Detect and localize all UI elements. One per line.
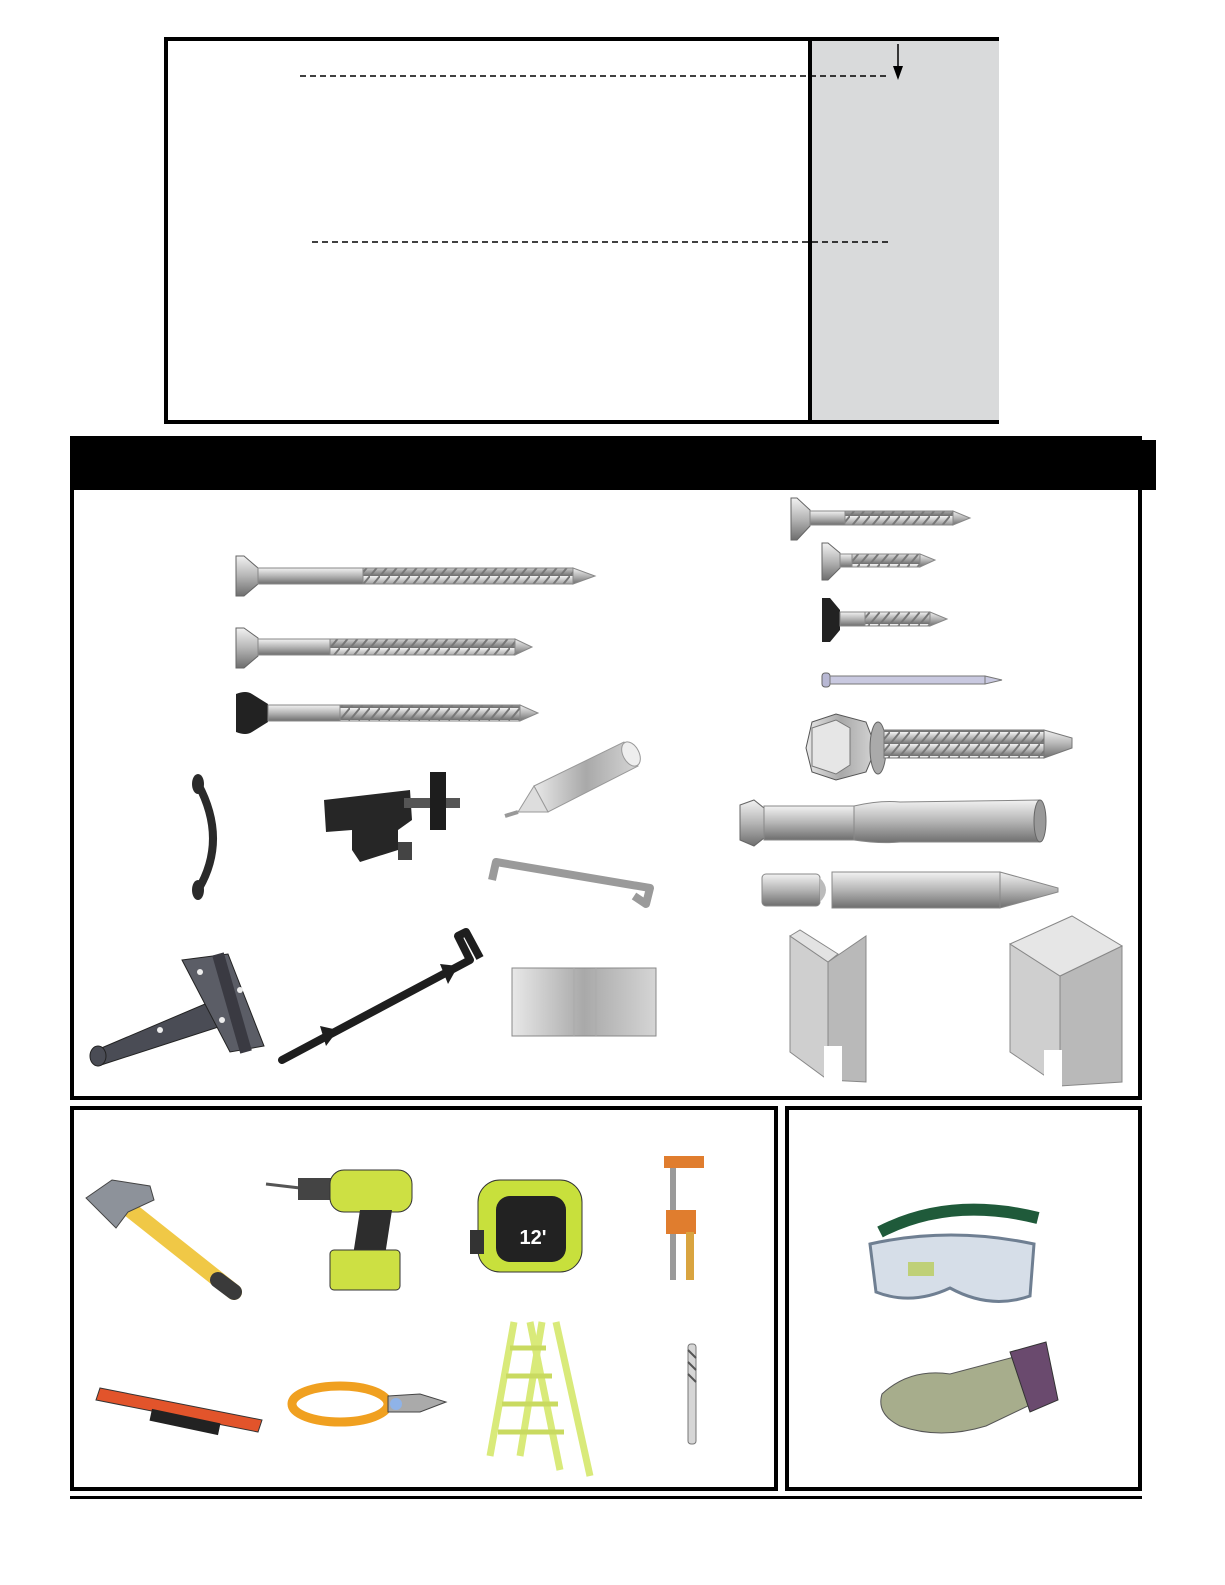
gloves-icon — [881, 1342, 1058, 1433]
tape-measure-label: 12' — [519, 1227, 547, 1249]
footer-rule — [70, 1496, 1142, 1499]
goggles-icon — [870, 1210, 1038, 1302]
